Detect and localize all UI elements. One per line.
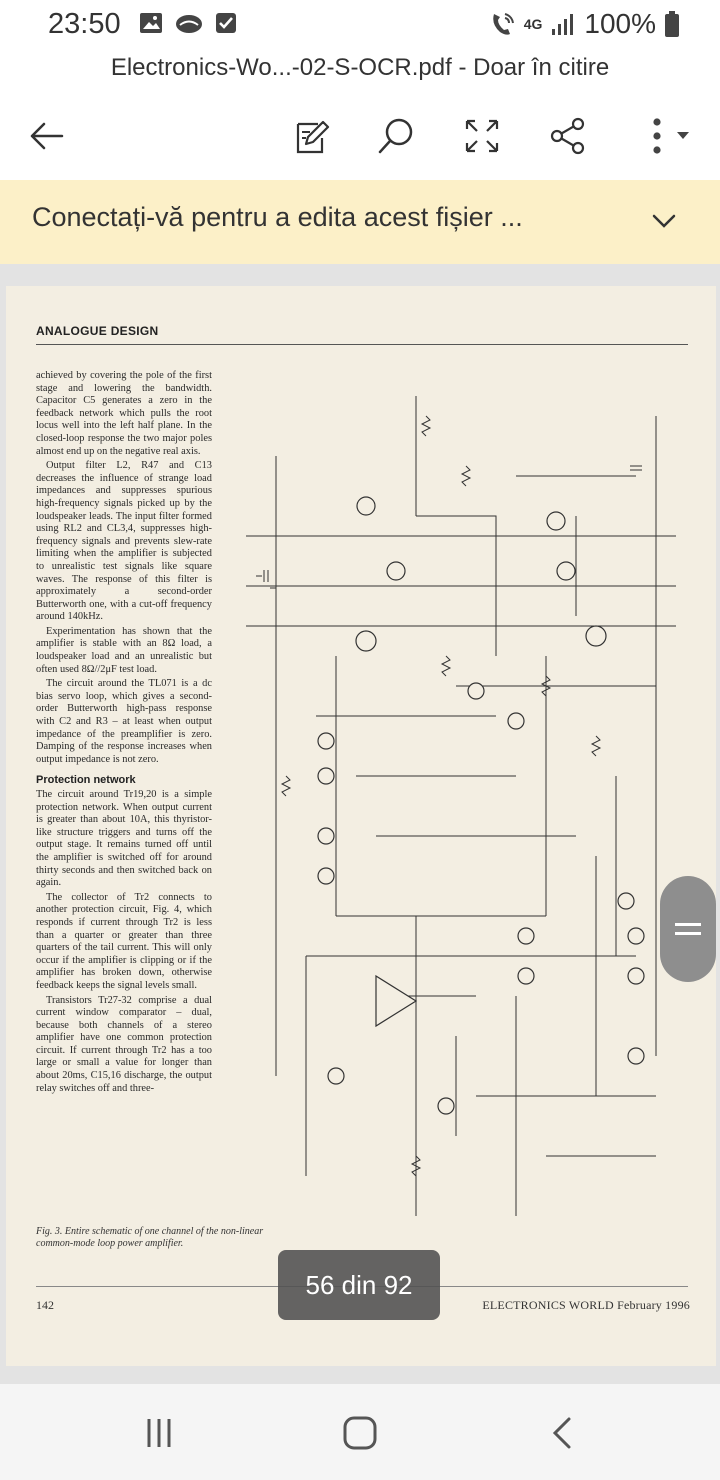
back-arrow-icon [26,116,66,156]
check-box-icon [214,10,238,36]
status-time: 23:50 [48,8,121,40]
page-footer: ELECTRONICS WORLD February 1996 [482,1298,690,1312]
article-text [36,370,212,1097]
paragraph: The circuit around Tr19,20 is a simple protection network. When output current is greater than about 10A, this thyristor-like structure triggers and turns off the output stage. It remains turned off until the amplifier is switched off for around thirty seconds and then switched back on again. [36,789,212,889]
cloud-icon [174,10,204,36]
wifi-call-icon [488,10,516,38]
more-options-button[interactable] [628,108,698,164]
paragraph: achieved by covering the pole of the first stage and lowering the bandwidth. Capacitor C5 generates a zero in the feedback network which pulls the root locus well into the left half plane. In the closed-loop response the two major poles almost end up on the negative real axis. [36,370,212,457]
chevron-down-icon[interactable] [646,204,682,240]
paragraph: The collector of Tr2 connects to another protection circuit, Fig. 4, which responds if current through Tr2 is less than a quarter or greater than three quarters of the tail current. This will only occur if the amplifier is clipping or if the amplifier has broken down, otherwise feedback keeps the signal levels small. [36,891,212,991]
back-icon [545,1415,581,1451]
battery-percent: 100% [584,8,656,39]
image-icon [138,10,164,36]
edit-icon [292,116,332,156]
more-icon [633,116,693,156]
section-heading: Protection network [36,774,136,787]
figure-caption: Fig. 3. Entire schematic of one channel of the non-linear common-mode loop power amplifier. [36,1226,264,1249]
toolbar [0,100,720,170]
share-button[interactable] [540,108,596,164]
fullscreen-icon [463,117,501,155]
back-nav-button[interactable] [538,1408,588,1458]
back-button[interactable] [18,108,74,164]
recent-apps-icon [141,1415,177,1451]
recent-apps-button[interactable] [134,1408,184,1458]
scroll-handle[interactable] [660,876,716,982]
page-header: ANALOGUE DESIGN [36,324,159,338]
page-number: 142 [36,1298,54,1312]
document-viewer[interactable] [0,264,720,1384]
signal-icon [550,11,576,37]
sign-in-banner[interactable] [0,180,720,264]
system-navigation-bar [0,1384,720,1480]
circuit-schematic [216,356,696,1216]
search-icon [376,116,416,156]
search-button[interactable] [368,108,424,164]
header-rule [36,344,688,345]
status-bar [0,0,720,48]
document-title: Electronics-Wo...-02-S-OCR.pdf - Doar în citire [110,54,610,81]
battery-icon [664,10,680,38]
status-system-icons [488,8,680,40]
pdf-page [6,286,716,1366]
page-indicator: 56 din 92 [278,1250,440,1320]
home-button[interactable] [335,1408,385,1458]
paragraph: Experimentation has shown that the amplifier is stable with an 8Ω load, a loudspeaker load and an unrealistic but often used 8Ω//2μF test load. [36,625,212,675]
network-type: 4G [523,16,543,32]
edit-button[interactable] [284,108,340,164]
banner-text: Conectați-vă pentru a edita acest fișier ... [32,202,523,232]
status-notification-icons [138,10,238,36]
paragraph: The circuit around the TL071 is a dc bias servo loop, which gives a second-order Butterworth high-pass response with C2 and R3 – at least when output impedance of the preamplifier is zero. Damping of the response increases when output impedance is not zero. [36,678,212,765]
home-icon [340,1413,380,1453]
share-icon [548,116,588,156]
drag-handle-icon [675,923,701,935]
paragraph: Output filter L2, R47 and C13 decreases the influence of strange load impedances and suppresses spurious high-frequency signals picked up by the loudspeaker leads. The input filter formed using RL2 and CL3,4, suppresses high-frequency signals and prevents slew-rate limiting when the amplifier is subjected to unrealistic test signals like square waves. The response of this filter is approximately a second-order Butterworth one, with a cut-off frequency around 140kHz. [36,460,212,623]
fullscreen-button[interactable] [454,108,510,164]
paragraph: Transistors Tr27-32 comprise a dual current window comparator – dual, because both channels of a stereo amplifier have one common protection circuit. If current through Tr2 has a too large or small a value for longer than about 20ms, C15,16 discharge, the output relay switches off and three- [36,994,212,1094]
